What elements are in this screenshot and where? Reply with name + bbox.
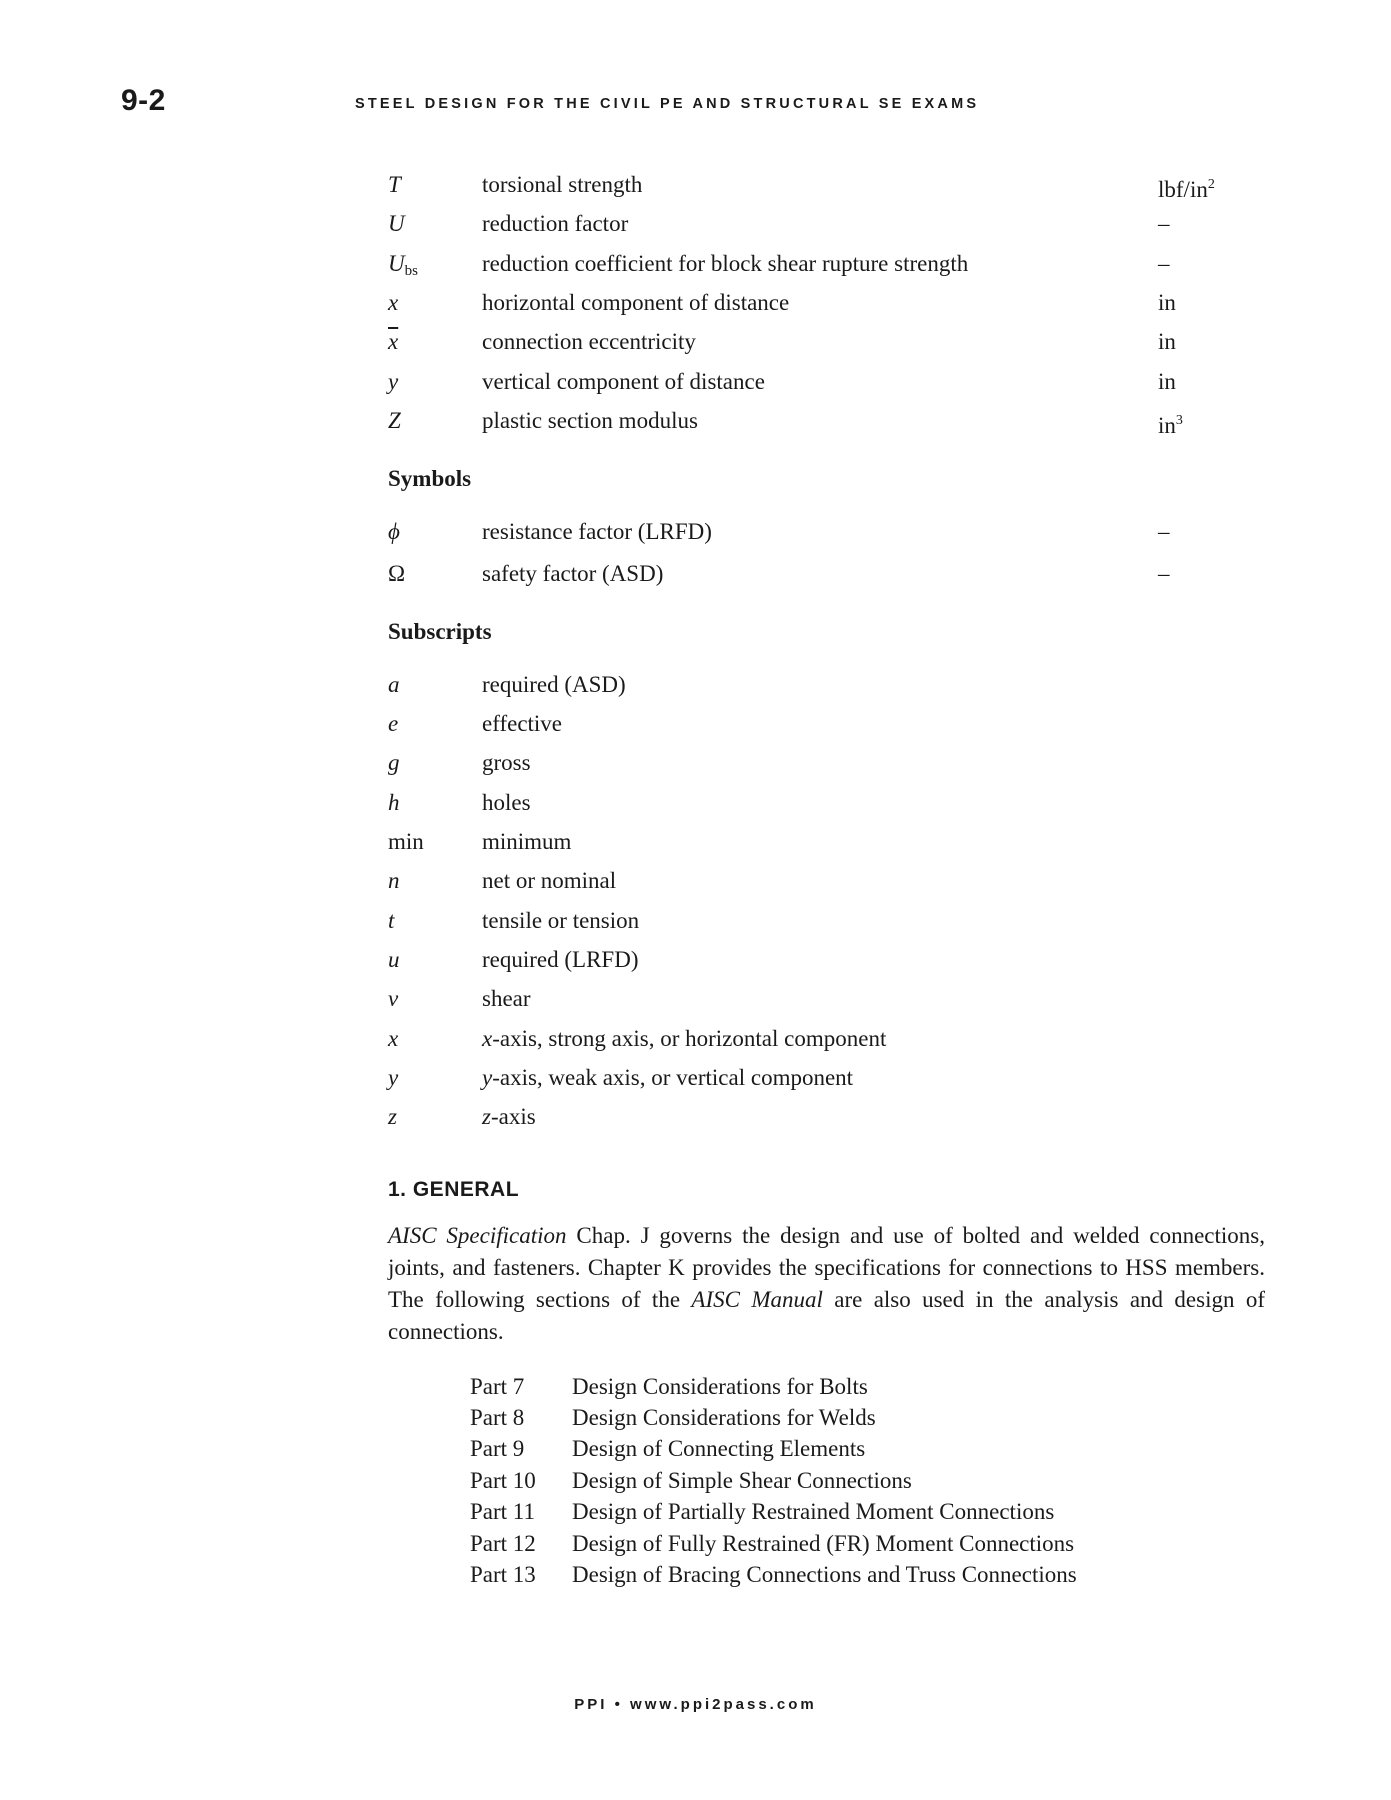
running-title: STEEL DESIGN FOR THE CIVIL PE AND STRUCTURAL SE EXAMS — [355, 96, 980, 112]
subscript-description: minimum — [482, 829, 572, 854]
subscript-row — [388, 1024, 1218, 1054]
subscript-description: shear — [482, 986, 531, 1011]
symbol-description: resistance factor (LRFD) — [482, 519, 712, 544]
symbol-unit: – — [1158, 561, 1170, 586]
subscript-description: required (LRFD) — [482, 947, 639, 972]
nomenclature-description: reduction factor — [482, 211, 629, 236]
subscripts-heading: Subscripts — [388, 619, 492, 644]
subscript-symbol: x — [388, 1026, 399, 1051]
symbol-glyph: Ω — [388, 561, 406, 586]
part-title: Design of Partially Restrained Moment Connections — [572, 1499, 1055, 1524]
symbol-glyph: ϕ — [388, 519, 400, 544]
subscript-description: required (ASD) — [482, 672, 626, 697]
nomenclature-unit: in — [1158, 329, 1176, 354]
subscript-row — [388, 906, 1218, 936]
symbol-unit: – — [1158, 519, 1170, 544]
subscript-symbol: v — [388, 986, 399, 1011]
nomenclature-unit: in — [1158, 369, 1176, 394]
subscript-row — [388, 788, 1218, 818]
nomenclature-row — [388, 367, 1218, 397]
nomenclature-row — [388, 209, 1218, 239]
subscript-symbol: h — [388, 790, 400, 815]
nomenclature-symbol: x — [388, 290, 399, 315]
symbol-row — [388, 517, 1218, 547]
nomenclature-description: vertical component of distance — [482, 369, 765, 394]
nomenclature-symbol: Z — [388, 408, 401, 433]
subscript-symbol: z — [388, 1104, 397, 1129]
subscript-symbol: n — [388, 868, 400, 893]
body-paragraph: AISC Specification Chap. J governs the design and use of bolted and welded connections, joints, and fasteners. Chapter K provides the specifications for connections to HSS members. The following sections of the AISC Manual are also used in the analysis and design of connections. — [388, 1223, 1265, 1344]
part-number: Part 12 — [470, 1531, 536, 1556]
part-title: Design of Connecting Elements — [572, 1436, 866, 1461]
subscript-row — [388, 709, 1218, 739]
subscript-description: tensile or tension — [482, 908, 640, 933]
subscript-row — [388, 945, 1218, 975]
part-number: Part 13 — [470, 1562, 536, 1587]
subscript-description: gross — [482, 750, 531, 775]
nomenclature-description: horizontal component of distance — [482, 290, 790, 315]
nomenclature-row — [388, 288, 1218, 318]
nomenclature-description: connection eccentricity — [482, 329, 696, 354]
part-number: Part 8 — [470, 1405, 525, 1430]
part-title: Design of Fully Restrained (FR) Moment Connections — [572, 1531, 1075, 1556]
subscript-symbol: a — [388, 672, 400, 697]
nomenclature-description: torsional strength — [482, 172, 643, 197]
nomenclature-unit: lbf/$in^2$ — [1158, 177, 1215, 202]
part-number: Part 7 — [470, 1374, 525, 1399]
nomenclature-symbol: $U_{bs}$ — [388, 251, 418, 279]
subscript-row — [388, 1063, 1218, 1093]
page-number: 9-2 — [121, 84, 166, 117]
nomenclature-row — [388, 327, 1218, 357]
footer: PPI • www.ppi2pass.com — [574, 1696, 817, 1713]
subscript-description: x-axis, strong axis, or horizontal component — [482, 1026, 887, 1051]
part-title: Design Considerations for Bolts — [572, 1374, 868, 1399]
subscript-symbol: u — [388, 947, 400, 972]
subscript-description: effective — [482, 711, 563, 736]
subscript-description: z-axis — [482, 1104, 536, 1129]
symbol-row — [388, 559, 1218, 589]
part-number: Part 9 — [470, 1436, 525, 1461]
nomenclature-unit: in — [1158, 290, 1176, 315]
subscript-description: holes — [482, 790, 531, 815]
symbols-heading: Symbols — [388, 466, 472, 491]
nomenclature-row — [388, 170, 1218, 200]
subscript-symbol: g — [388, 750, 400, 775]
section-title: 1. GENERAL — [388, 1178, 520, 1201]
part-title: Design of Bracing Connections and Truss Connections — [572, 1562, 1077, 1587]
subscript-symbol: y — [388, 1065, 399, 1090]
subscript-row — [388, 1102, 1218, 1132]
nomenclature-symbol: U — [388, 211, 405, 236]
nomenclature-row — [388, 249, 1218, 279]
part-title: Design of Simple Shear Connections — [572, 1468, 912, 1493]
nomenclature-unit: – — [1158, 211, 1170, 236]
subscript-row — [388, 748, 1218, 778]
part-number: Part 10 — [470, 1468, 536, 1493]
subscript-symbol: e — [388, 711, 399, 736]
subscript-description: y-axis, weak axis, or vertical component — [482, 1065, 854, 1090]
nomenclature-row — [388, 406, 1218, 436]
part-number: Part 11 — [470, 1499, 535, 1524]
part-title: Design Considerations for Welds — [572, 1405, 876, 1430]
nomenclature-symbol: y — [388, 369, 399, 394]
symbol-description: safety factor (ASD) — [482, 561, 664, 586]
nomenclature-symbol: $\overline{x}$ — [388, 329, 399, 354]
nomenclature-symbol: T — [388, 172, 401, 197]
subscript-row — [388, 984, 1218, 1014]
nomenclature-unit: – — [1158, 251, 1170, 276]
subscript-row — [388, 866, 1218, 896]
nomenclature-unit: $in^3$ — [1158, 413, 1183, 438]
nomenclature-description: plastic section modulus — [482, 408, 698, 433]
subscript-row — [388, 827, 1218, 857]
subscript-symbol: min — [388, 829, 424, 854]
subscript-symbol: t — [388, 908, 395, 933]
subscript-row — [388, 670, 1218, 700]
subscript-description: net or nominal — [482, 868, 617, 893]
nomenclature-description: reduction coefficient for block shear rupture strength — [482, 251, 969, 276]
